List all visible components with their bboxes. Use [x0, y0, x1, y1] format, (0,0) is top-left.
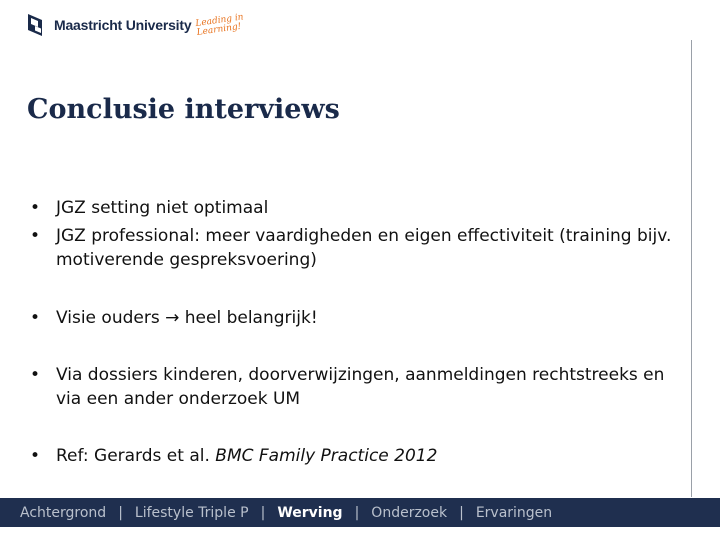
university-tagline: Leading in Learning! [195, 12, 245, 38]
bullet-dot: • [30, 365, 41, 385]
right-divider-line [691, 40, 692, 497]
bullet-text: JGZ setting niet optimaal [56, 198, 269, 218]
bullet-dot: • [30, 308, 41, 328]
bullet-text [30, 444, 680, 468]
bullet-dot: • [30, 226, 41, 246]
bullet-item [30, 306, 680, 330]
bullet-dot: • [30, 198, 41, 218]
bullet-item [30, 444, 680, 468]
footer-separator: | [459, 504, 464, 521]
footer-separator: | [118, 504, 123, 521]
footer-item-ervaringen[interactable]: Ervaringen [475, 504, 553, 521]
footer-separator: | [354, 504, 360, 521]
slide-title: Conclusie interviews [27, 94, 340, 125]
footer-item-achtergrond[interactable]: Achtergrond [20, 504, 107, 521]
bullet-item [30, 224, 680, 272]
university-name: Maastricht University [54, 17, 192, 33]
reference-text: Ref: Gerards et al. [56, 446, 216, 466]
footer-separator: | [260, 504, 266, 521]
bullet-text: Via dossiers kinderen, doorverwijzingen, aanmeldingen rechtstreeks en via een ander onderzoek UM [56, 365, 665, 409]
bullet-item [30, 363, 680, 411]
reference-journal: BMC Family Practice 2012 [215, 446, 438, 466]
footer-nav [0, 498, 720, 527]
um-logo-icon [26, 12, 48, 38]
university-logo [26, 10, 254, 40]
bullet-text-post: heel belangrijk! [184, 308, 318, 328]
right-arrow-icon: → [165, 308, 180, 328]
bullet-text [30, 306, 680, 330]
bullet-item [30, 196, 680, 220]
footer-item-onderzoek[interactable]: Onderzoek [371, 504, 448, 521]
bullet-text: JGZ professional: meer vaardigheden en eigen effectiviteit (training bijv. motiverende gespreksvoering) [56, 226, 672, 270]
footer-item-werving[interactable]: Werving [277, 504, 343, 521]
footer-item-lifestyle-triple-p[interactable]: Lifestyle Triple P [134, 504, 249, 521]
bullet-text-pre: Visie ouders [56, 308, 160, 328]
bullet-dot: • [30, 446, 41, 466]
